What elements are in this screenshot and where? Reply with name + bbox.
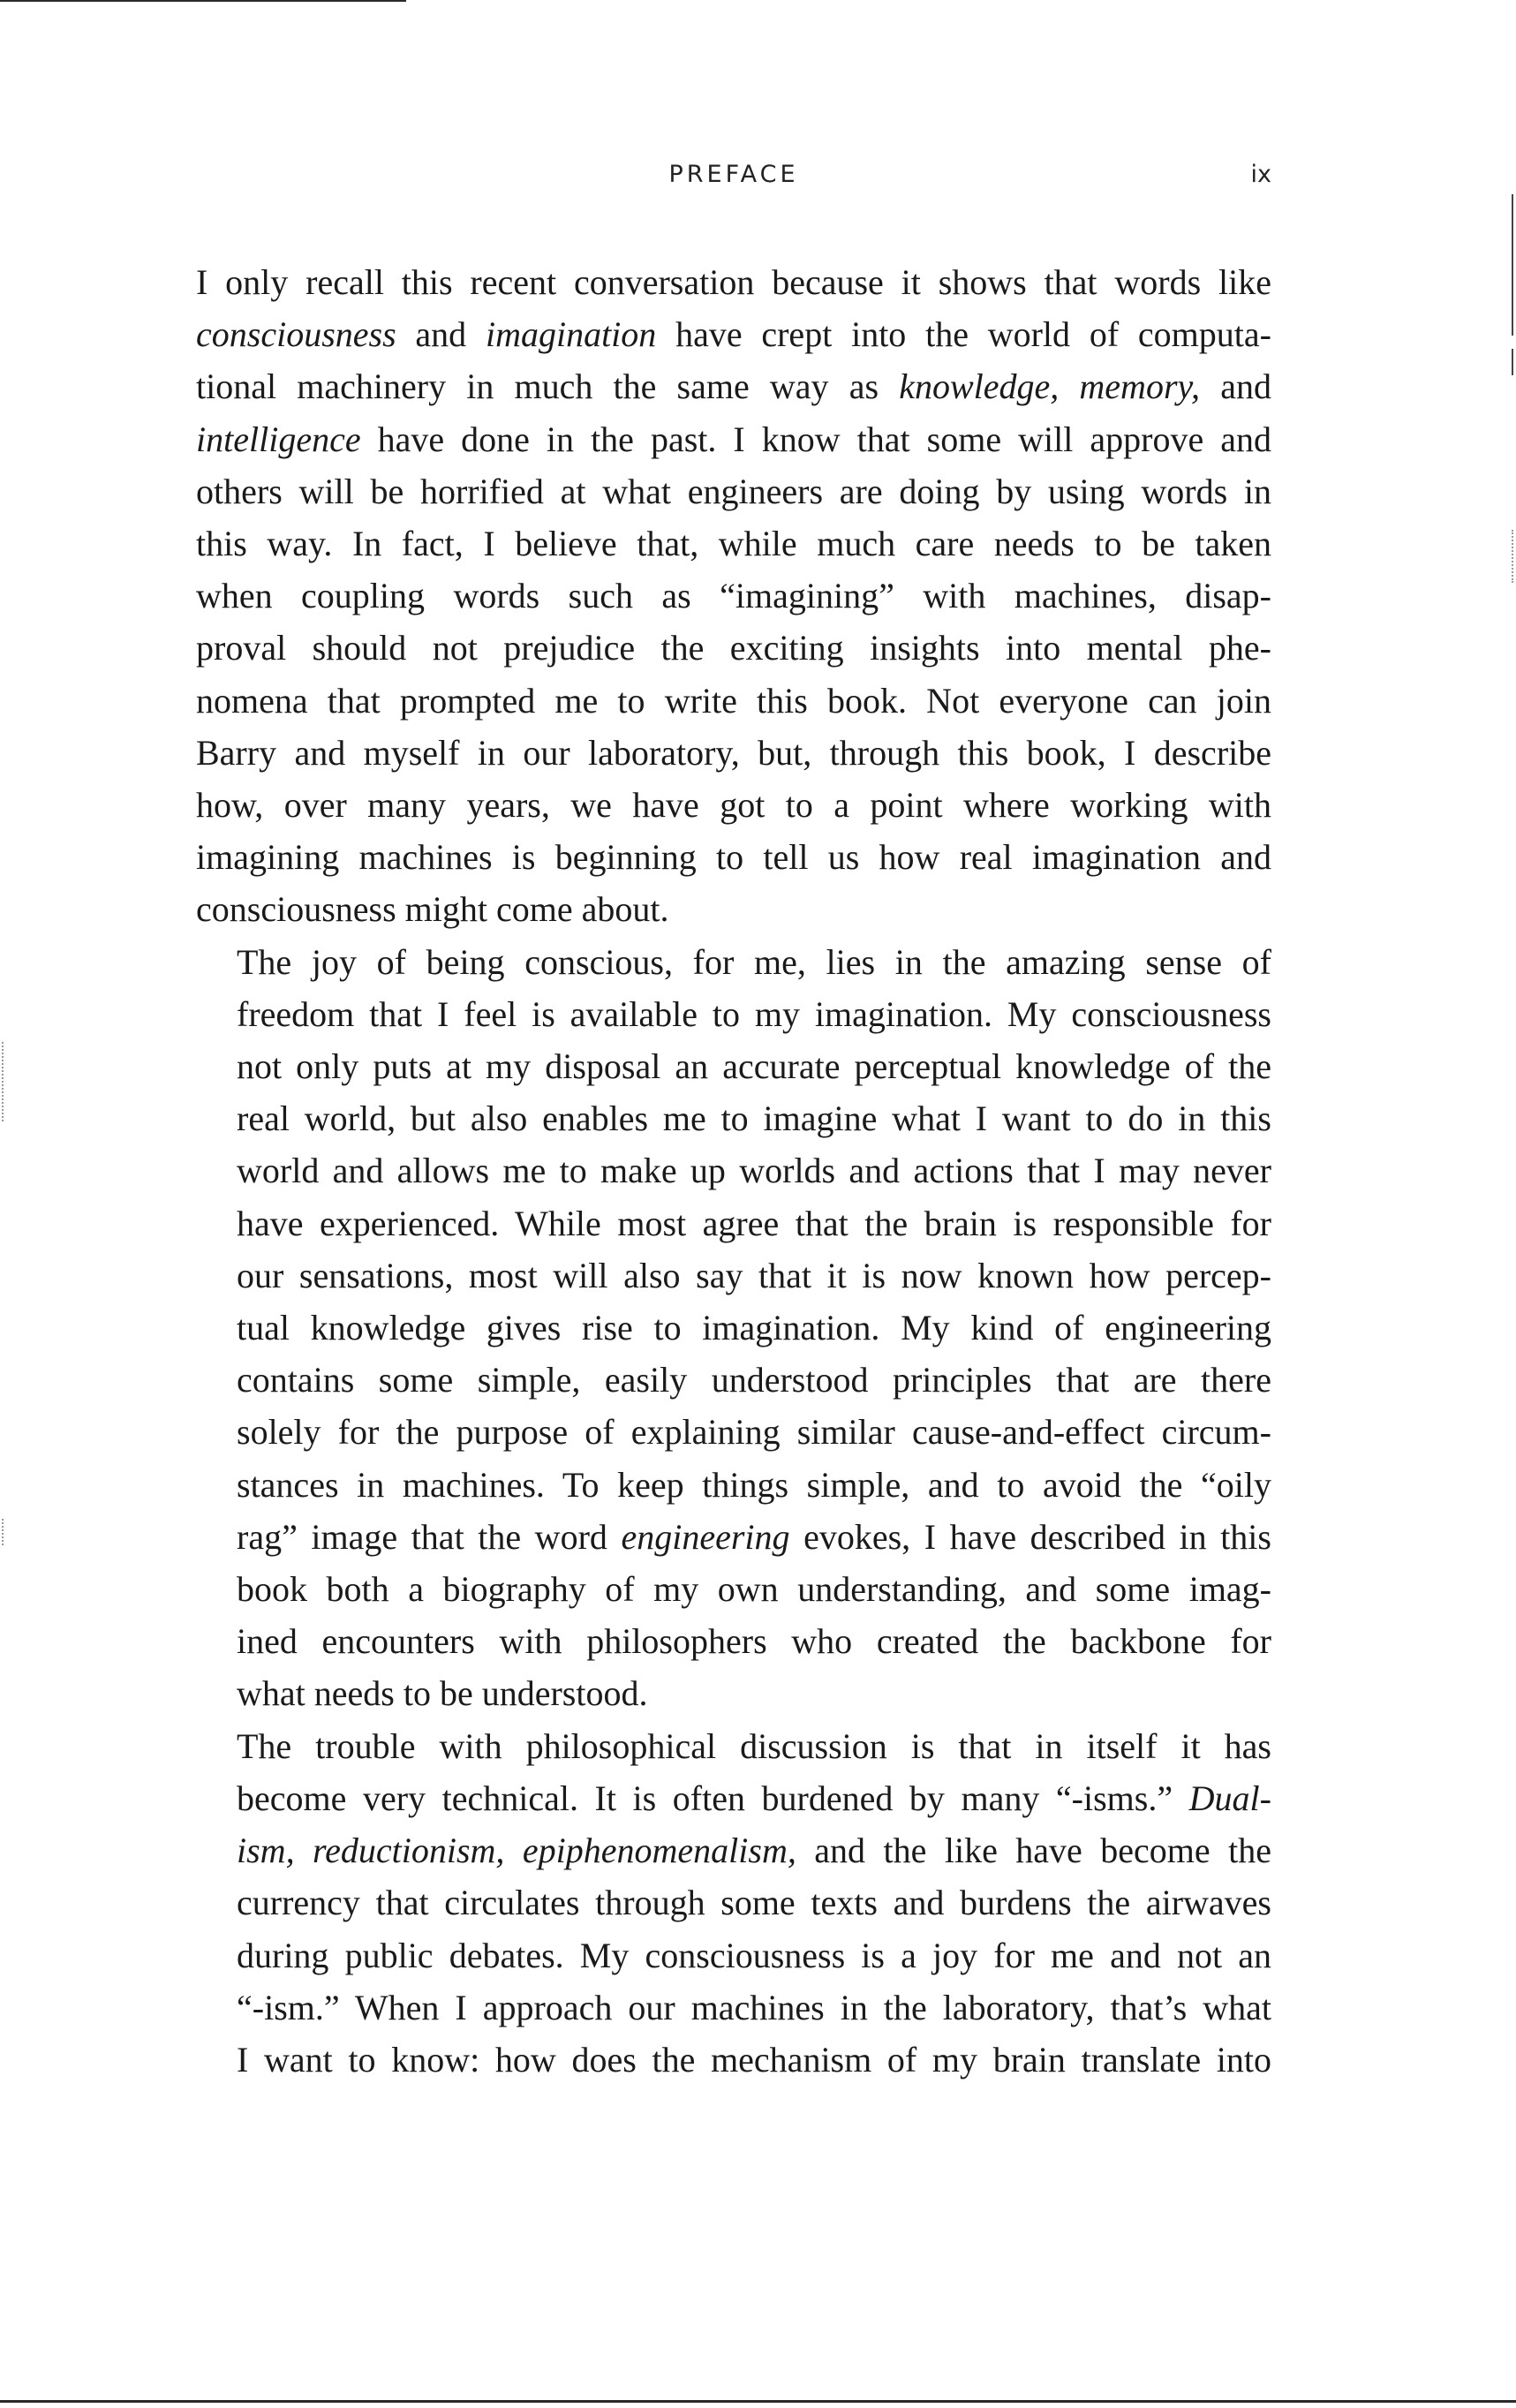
text-line: The joy of being conscious, for me, lies in the amazing sense of xyxy=(237,941,1271,982)
text-line: others will be horrified at what engineers are doing by using words in xyxy=(196,471,1271,511)
text-line: this way. In fact, I believe that, while much care needs to be taken xyxy=(196,524,1271,564)
emphasis: Dual- xyxy=(1188,1778,1271,1818)
text-line: real world, but also enables me to imagine what I want to do in this xyxy=(237,1098,1271,1139)
text-line: Barry and myself in our laboratory, but, through this book, I describe xyxy=(196,732,1271,773)
paragraph-3 xyxy=(196,1720,1271,2086)
text-line: tional machinery in much the same way as knowledge, memory, and xyxy=(196,366,1271,407)
text-line: not only puts at my disposal an accurate perceptual knowledge of the xyxy=(237,1046,1271,1087)
text-line: I want to know: how does the mechanism of my brain translate into xyxy=(237,2039,1271,2080)
text-line: ism, reductionism, epiphenomenalism, and the like have become the xyxy=(237,1831,1271,1871)
text-line: tual knowledge gives rise to imagination. My kind of engineering xyxy=(237,1308,1271,1348)
body-text xyxy=(196,256,1271,2086)
emphasis: engineering xyxy=(621,1516,790,1557)
page-number: ix xyxy=(1250,161,1271,188)
text-line: currency that circulates through some texts and burdens the airwaves xyxy=(237,1883,1271,1923)
emphasis: imagination xyxy=(485,314,657,355)
text-line: become very technical. It is often burdened by many “-isms.” Dual- xyxy=(237,1778,1271,1818)
emphasis: intelligence xyxy=(196,419,361,459)
paragraph-1 xyxy=(196,256,1271,936)
text-line: our sensations, most will also say that it is now known how percep- xyxy=(237,1255,1271,1295)
text-line: how, over many years, we have got to a point where working with xyxy=(196,785,1271,826)
text-line: proval should not prejudice the exciting insights into mental phe- xyxy=(196,628,1271,668)
text-line: world and allows me to make up worlds and actions that I may never xyxy=(237,1151,1271,1191)
text-line: intelligence have done in the past. I know that some will approve and xyxy=(196,419,1271,459)
paragraph-2 xyxy=(196,936,1271,1720)
text-line: stances in machines. To keep things simple, and to avoid the “oily xyxy=(237,1464,1271,1505)
emphasis: ism, reductionism, epiphenomenalism, xyxy=(237,1831,796,1871)
top-edge-rule xyxy=(0,0,406,2)
left-edge-dots xyxy=(2,1042,4,1121)
text-line: book both a biography of my own understanding, and some imag- xyxy=(237,1569,1271,1610)
text-line: when coupling words such as “imagining” with machines, disap- xyxy=(196,576,1271,616)
text-line: contains some simple, easily understood principles that are there xyxy=(237,1360,1271,1400)
text-line: have experienced. While most agree that the brain is responsible for xyxy=(237,1203,1271,1243)
right-edge-tick xyxy=(1512,349,1513,375)
text-line: rag” image that the word engineering evokes, I have described in this xyxy=(237,1516,1271,1557)
text-line: freedom that I feel is available to my imagination. My consciousness xyxy=(237,993,1271,1034)
emphasis: consciousness xyxy=(196,314,396,355)
text-line: consciousness might come about. xyxy=(196,889,669,930)
text-line: “-ism.” When I approach our machines in the laboratory, that’s what xyxy=(237,1987,1271,2027)
text-line: solely for the purpose of explaining similar cause-and-effect circum- xyxy=(237,1412,1271,1453)
text-line: ined encounters with philosophers who created the backbone for xyxy=(237,1621,1271,1662)
text-line: nomena that prompted me to write this book. Not everyone can join xyxy=(196,680,1271,721)
text-line: I only recall this recent conversation because it shows that words like xyxy=(196,262,1271,302)
running-head xyxy=(196,161,1271,200)
text-line: during public debates. My consciousness is a joy for me and not an xyxy=(237,1935,1271,1975)
emphasis: knowledge, memory, xyxy=(899,366,1201,407)
running-head-title: PREFACE xyxy=(668,161,799,188)
right-edge-mark xyxy=(1512,194,1513,336)
text-line: imagining machines is beginning to tell us how real imagination and xyxy=(196,837,1271,878)
left-edge-dots-lower xyxy=(2,1519,4,1545)
bottom-edge-rule xyxy=(0,2400,1516,2403)
right-edge-dots xyxy=(1512,530,1513,583)
text-line: consciousness and imagination have crept into the world of computa- xyxy=(196,314,1271,355)
text-line: what needs to be understood. xyxy=(237,1673,648,1714)
text-line: The trouble with philosophical discussion is that in itself it has xyxy=(237,1725,1271,1766)
